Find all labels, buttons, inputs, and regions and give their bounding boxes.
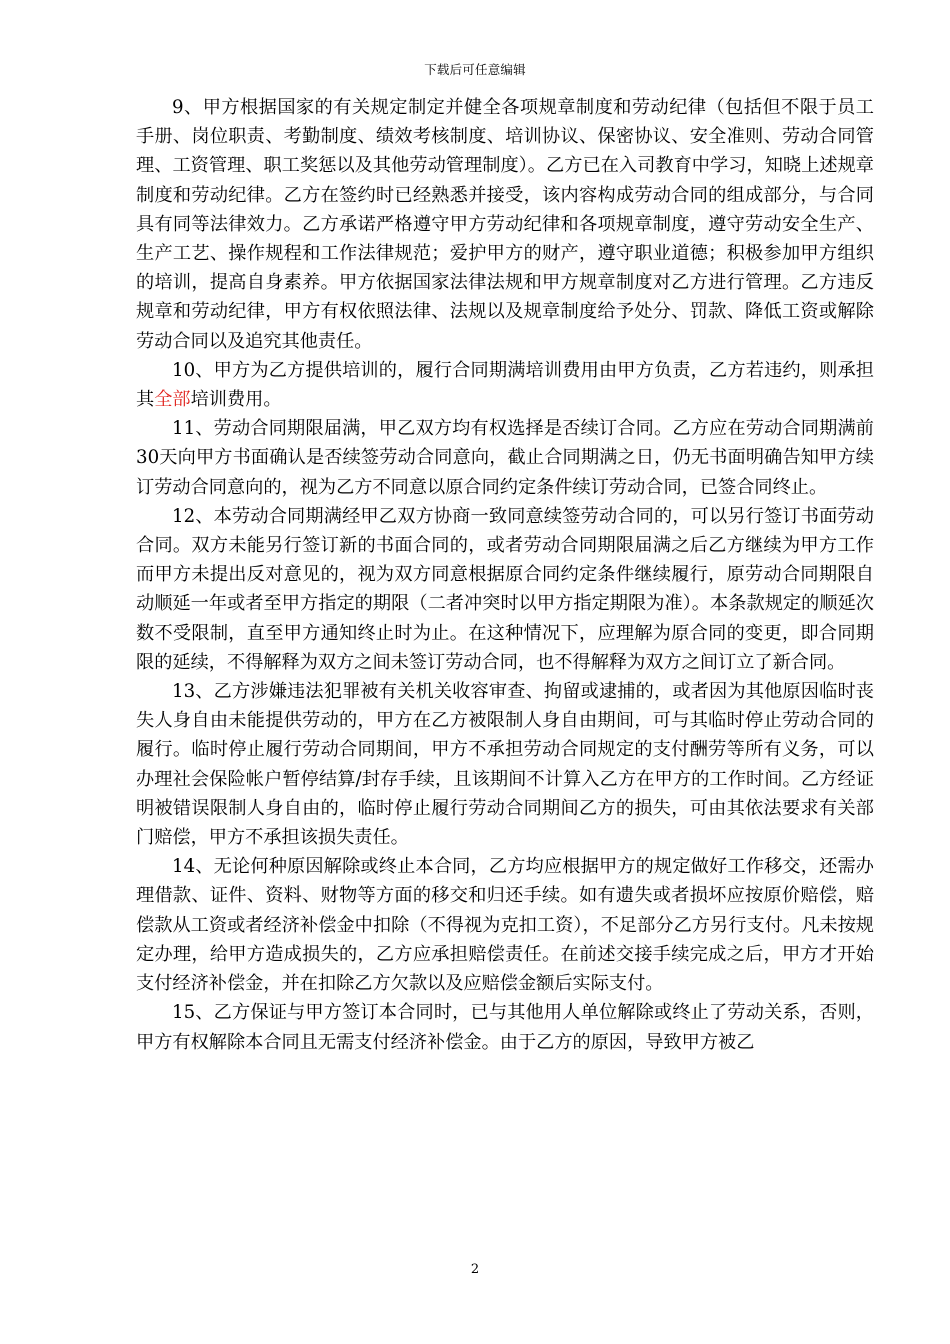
clause-15: 15、乙方保证与甲方签订本合同时，已与其他用人单位解除或终止了劳动关系，否则，甲方有权解除本合同且无需支付经济补偿金。由于乙方的原因，导致甲方被乙 (136, 1002, 874, 1053)
page-number: 2 (470, 1262, 480, 1277)
clause-9: 9、甲方根据国家的有关规定制定并健全各项规章制度和劳动纪律（包括但不限于员工手册、岗位职责、考勤制度、绩效考核制度、培训协议、保密协议、安全准则、劳动合同管理、工资管理、职工奖惩以及其他劳动管理制度）。乙方已在入司教育中学习，知晓上述规章制度和劳动纪律。乙方在签约时已经熟悉并接受，该内容构成劳动合同的组成部分，与合同具有同等法律效力。乙方承诺严格遵守甲方劳动纪律和各项规章制度，遵守劳动安全生产、生产工艺、操作规程和工作法律规范；爱护甲方的财产，遵守职业道德；积极参加甲方组织的培训，提高自身素养。甲方依据国家法律法规和甲方规章制度对乙方进行管理。乙方违反规章和劳动纪律，甲方有权依照法律、法规以及规章制度给予处分、罚款、降低工资或解除劳动合同以及追究其他责任。 (136, 97, 874, 352)
clause-11: 11、劳动合同期限届满，甲乙双方均有权选择是否续订合同。乙方应在劳动合同期满前30天向甲方书面确认是否续签劳动合同意向，截止合同期满之日，仍无书面明确告知甲方续订劳动合同意向的，视为乙方不同意以原合同约定条件续订劳动合同，已签合同终止。 (136, 418, 874, 498)
clause-10-text-end: 培训费用。 (190, 389, 282, 411)
document-body (136, 93, 874, 1057)
clause-12: 12、本劳动合同期满经甲乙双方协商一致同意续签劳动合同的，可以另行签订书面劳动合同。双方未能另行签订新的书面合同的，或者劳动合同期限届满之后乙方继续为甲方工作而甲方未提出反对意见的，视为双方同意根据原合同约定条件继续履行，原劳动合同期限自动顺延一年或者至甲方指定的期限（二者冲突时以甲方指定期限为准）。本条款规定的顺延次数不受限制，直至甲方通知终止时为止。在这种情况下，应理解为原合同的变更，即合同期限的延续，不得解释为双方之间未签订劳动合同，也不得解释为双方之间订立了新合同。 (136, 505, 874, 673)
clause-10 (136, 356, 874, 414)
clause-14: 14、无论何种原因解除或终止本合同，乙方均应根据甲方的规定做好工作移交，还需办理借款、证件、资料、财物等方面的移交和归还手续。如有遗失或者损坏应按原价赔偿，赔偿款从工资或者经济补偿金中扣除（不得视为克扣工资），不足部分乙方另行支付。凡未按规定办理，给甲方造成损失的，乙方应承担赔偿责任。在前述交接手续完成之后，甲方才开始支付经济补偿金，并在扣除乙方欠款以及应赔偿金额后实际支付。 (136, 856, 874, 995)
header-note: 下载后可任意编辑 (424, 62, 526, 77)
clause-10-text-start: 10、甲方为乙方提供培训的，履行合同期满培训费用由甲方负责，乙方若违约，则承担其 (136, 359, 874, 411)
clause-13: 13、乙方涉嫌违法犯罪被有关机关收容审查、拘留或逮捕的，或者因为其他原因临时丧失人身自由未能提供劳动的，甲方在乙方被限制人身自由期间，可与其临时停止劳动合同的履行。临时停止履行劳动合同期间，甲方不承担劳动合同规定的支付酬劳等所有义务，可以办理社会保险帐户暂停结算/封存手续，且该期间不计算入乙方在甲方的工作时间。乙方经证明被错误限制人身自由的，临时停止履行劳动合同期间乙方的损失，可由其依法要求有关部门赔偿，甲方不承担该损失责任。 (136, 681, 874, 849)
clause-10-highlight: 全部 (154, 389, 191, 411)
